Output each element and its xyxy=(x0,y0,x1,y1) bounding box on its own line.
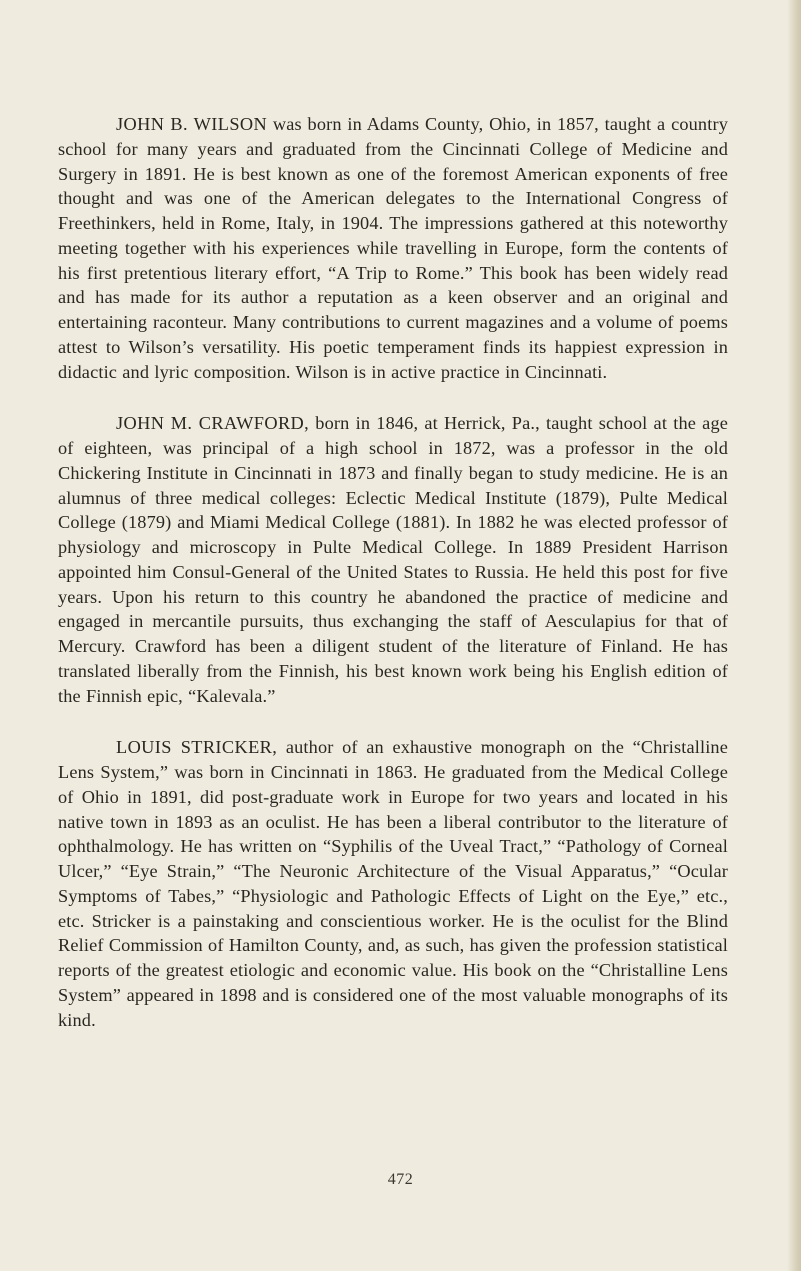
bio-text: born in 1846, at Herrick, Pa., taught school at the age of eighteen, was principal of a high school in 1872, was a professor in the old Chickering Institute in Cincinnati in 1873 and finally began to study medicine. He is an alumnus of three medical colleges: Eclectic Medical Institute (1879), Pulte Medical College (1879) and Miami Medical College (1881). In 1882 he was elected professor of physiology and microscopy in Pulte Medical College. In 1889 President Harrison appointed him Consul-General of the United States to Russia. He held this post for five years. Upon his return to this country he abandoned the practice of medicine and engaged in mercantile pursuits, thus exchanging the staff of Aesculapius for that of Mercury. Crawford has been a diligent student of the literature of Finland. He has translated liberally from the Finnish, his best known work being his English edition of the Finnish epic, “Kalevala.” xyxy=(58,413,729,706)
bio-text: author of an exhaustive monograph on the “Christalline Lens System,” was born in Cincinnati in 1863. He graduated from the Medical College of Ohio in 1891, did post-graduate work in Europe for two years and located in his native town in 1893 as an oculist. He has been a liberal contributor to the literature of ophthalmology. He has written on “Syphilis of the Uveal Tract,” “Pathology of Corneal Ulcer,” “Eye Strain,” “The Neuronic Architecture of the Visual Apparatus,” “Ocular Symptoms of Tabes,” “Physiologic and Pathologic Effects of Light on the Eye,” etc., etc. Stricker is a painstaking and conscientious worker. He is the oculist for the Blind Relief Commission of Hamilton County, and, as such, has given the profession statistical reports of the greatest etiologic and economic value. His book on the “Christalline Lens System” appeared in 1898 and is considered one of the most valuable monographs of its kind. xyxy=(58,737,728,1030)
page-content xyxy=(58,112,728,1032)
page-edge xyxy=(787,0,801,1271)
bio-text: was born in Adams County, Ohio, in 1857, taught a country school for many years and graduated from the Cincinnati College of Medicine and Surgery in 1891. He is best known as one of the foremost American exponents of free thought and was one of the American delegates to the International Congress of Freethinkers, held in Rome, Italy, in 1904. The impressions gathered at this noteworthy meeting together with his experiences while travelling in Europe, form the contents of his first pretentious literary effort, “A Trip to Rome.” This book has been widely read and has made for its author a reputation as a keen observer and an original and entertaining raconteur. Many contributions to current magazines and a volume of poems attest to Wilson’s versatility. His poetic temperament finds its happiest expression in didactic and lyric composition. Wilson is in active practice in Cincinnati. xyxy=(58,114,728,382)
bio-name: JOHN B. WILSON xyxy=(116,114,268,134)
bio-paragraph-wilson xyxy=(58,112,728,384)
bio-paragraph-crawford xyxy=(58,411,728,708)
page-number: 472 xyxy=(387,1171,414,1188)
bio-name: LOUIS STRICKER, xyxy=(116,737,278,758)
bio-name: JOHN M. CRAWFORD, xyxy=(116,413,310,434)
bio-paragraph-stricker xyxy=(58,735,728,1032)
